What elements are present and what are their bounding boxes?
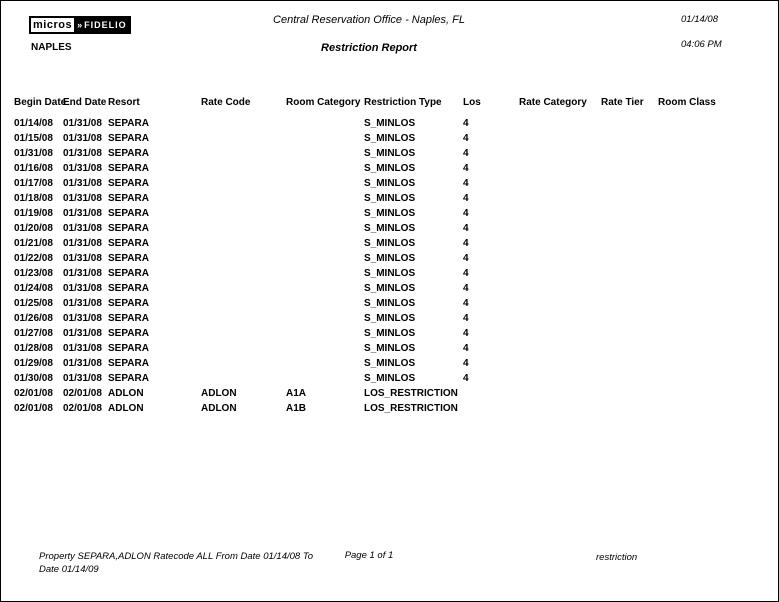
table-cell: 01/31/08: [63, 133, 102, 144]
table-cell: [601, 116, 658, 131]
table-cell: [201, 161, 286, 176]
table-cell: A1A: [286, 388, 307, 399]
table-cell: SEPARA: [108, 133, 149, 144]
table-cell: 01/24/08: [14, 283, 53, 294]
table-cell: 4: [463, 268, 469, 279]
table-cell: 4: [463, 193, 469, 204]
table-cell: [201, 251, 286, 266]
table-cell: [601, 311, 658, 326]
table-cell: 02/01/08: [14, 388, 53, 399]
table-cell: SEPARA: [108, 283, 149, 294]
table-row: [14, 116, 724, 131]
table-cell: [519, 221, 601, 236]
table-body: [14, 116, 724, 416]
table-cell: [519, 131, 601, 146]
table-cell: 01/31/08: [63, 238, 102, 249]
table-cell: 01/31/08: [63, 163, 102, 174]
table-cell: [519, 251, 601, 266]
table-cell: [201, 191, 286, 206]
table-cell: S_MINLOS: [364, 118, 416, 129]
table-cell: S_MINLOS: [364, 193, 416, 204]
table-cell: SEPARA: [108, 208, 149, 219]
column-header-rate-code: Rate Code: [201, 97, 251, 108]
table-cell: 01/31/08: [14, 148, 53, 159]
table-cell: 4: [463, 238, 469, 249]
table-cell: [658, 266, 724, 281]
table-cell: 02/01/08: [63, 403, 102, 414]
print-time: 04:06 PM: [681, 39, 722, 50]
table-cell: [201, 236, 286, 251]
table-cell: [201, 326, 286, 341]
table-cell: 01/29/08: [14, 358, 53, 369]
table-cell: SEPARA: [108, 163, 149, 174]
table-cell: SEPARA: [108, 178, 149, 189]
table-cell: SEPARA: [108, 313, 149, 324]
table-row: [14, 266, 724, 281]
table-cell: 01/23/08: [14, 268, 53, 279]
table-cell: [658, 356, 724, 371]
table-cell: S_MINLOS: [364, 343, 416, 354]
table-cell: 01/31/08: [63, 373, 102, 384]
table-cell: [601, 281, 658, 296]
table-cell: [286, 116, 364, 131]
table-row: [14, 146, 724, 161]
table-cell: 01/17/08: [14, 178, 53, 189]
table-cell: 4: [463, 298, 469, 309]
table-cell: [201, 281, 286, 296]
table-cell: 4: [463, 118, 469, 129]
table-cell: SEPARA: [108, 328, 149, 339]
table-cell: [286, 296, 364, 311]
table-cell: [658, 296, 724, 311]
table-cell: SEPARA: [108, 253, 149, 264]
table-cell: 01/18/08: [14, 193, 53, 204]
table-cell: [519, 341, 601, 356]
table-cell: [519, 236, 601, 251]
table-row: [14, 131, 724, 146]
table-row: [14, 326, 724, 341]
footer-filter-line1: Property SEPARA,ADLON Ratecode ALL From Date 01/14/08 To: [39, 551, 314, 562]
table-cell: [601, 326, 658, 341]
table-cell: [601, 251, 658, 266]
table-cell: [658, 131, 724, 146]
table-cell: [601, 206, 658, 221]
table-row: [14, 356, 724, 371]
table-cell: [519, 176, 601, 191]
table-cell: [601, 401, 658, 416]
table-cell: [601, 131, 658, 146]
table-cell: [286, 326, 364, 341]
print-date: 01/14/08: [681, 14, 718, 25]
table-cell: SEPARA: [108, 268, 149, 279]
column-header-room-class: Room Class: [658, 97, 716, 108]
table-cell: [201, 266, 286, 281]
table-cell: 4: [463, 178, 469, 189]
office-title: Central Reservation Office - Naples, FL: [273, 14, 465, 26]
table-cell: S_MINLOS: [364, 373, 416, 384]
table-cell: 01/15/08: [14, 133, 53, 144]
table-cell: 01/31/08: [63, 298, 102, 309]
column-header-rate-tier: Rate Tier: [601, 97, 644, 108]
table-cell: 01/31/08: [63, 223, 102, 234]
table-cell: 01/14/08: [14, 118, 53, 129]
table-cell: 4: [463, 283, 469, 294]
table-cell: [286, 371, 364, 386]
table-cell: [601, 236, 658, 251]
table-cell: [519, 401, 601, 416]
table-cell: S_MINLOS: [364, 313, 416, 324]
table-cell: [201, 146, 286, 161]
table-cell: S_MINLOS: [364, 208, 416, 219]
table-cell: [201, 116, 286, 131]
table-cell: 01/22/08: [14, 253, 53, 264]
table-cell: [519, 161, 601, 176]
table-cell: 4: [463, 148, 469, 159]
table-cell: 4: [463, 373, 469, 384]
table-cell: 01/27/08: [14, 328, 53, 339]
table-cell: [519, 356, 601, 371]
table-cell: [601, 296, 658, 311]
table-cell: [201, 221, 286, 236]
table-row: [14, 176, 724, 191]
page-number: Page 1 of 1: [344, 550, 394, 561]
column-header-end-date: End Date: [63, 97, 107, 108]
table-cell: [201, 311, 286, 326]
table-row: [14, 251, 724, 266]
table-cell: SEPARA: [108, 148, 149, 159]
table-cell: [201, 356, 286, 371]
table-cell: [519, 371, 601, 386]
chevron-right-icon: »: [77, 19, 84, 30]
report-title: Restriction Report: [321, 42, 417, 54]
table-cell: [658, 176, 724, 191]
table-cell: SEPARA: [108, 343, 149, 354]
table-row: [14, 341, 724, 356]
table-cell: 01/26/08: [14, 313, 53, 324]
table-cell: [286, 191, 364, 206]
table-cell: 4: [463, 133, 469, 144]
table-cell: S_MINLOS: [364, 133, 416, 144]
table-cell: 01/31/08: [63, 193, 102, 204]
column-header-resort: Resort: [108, 97, 140, 108]
column-header-room-category: Room Category: [286, 97, 361, 108]
table-cell: SEPARA: [108, 358, 149, 369]
table-cell: 4: [463, 163, 469, 174]
table-cell: S_MINLOS: [364, 298, 416, 309]
table-cell: [463, 401, 519, 416]
table-cell: S_MINLOS: [364, 178, 416, 189]
table-cell: S_MINLOS: [364, 148, 416, 159]
table-cell: ADLON: [201, 388, 237, 399]
table-cell: [519, 386, 601, 401]
table-row: [14, 161, 724, 176]
table-cell: [658, 311, 724, 326]
table-cell: [201, 176, 286, 191]
table-cell: S_MINLOS: [364, 358, 416, 369]
table-cell: S_MINLOS: [364, 268, 416, 279]
table-cell: [601, 356, 658, 371]
fidelio-label: FIDELIO: [84, 19, 127, 30]
table-cell: 01/28/08: [14, 343, 53, 354]
table-cell: [601, 191, 658, 206]
table-cell: [519, 281, 601, 296]
table-cell: [658, 206, 724, 221]
table-cell: 01/31/08: [63, 268, 102, 279]
table-cell: 4: [463, 343, 469, 354]
table-cell: 01/31/08: [63, 313, 102, 324]
table-cell: 01/31/08: [63, 253, 102, 264]
property-code: NAPLES: [31, 42, 72, 53]
table-cell: 4: [463, 358, 469, 369]
table-cell: [201, 296, 286, 311]
table-cell: [519, 206, 601, 221]
table-cell: [286, 206, 364, 221]
table-cell: ADLON: [108, 388, 144, 399]
column-header-restriction-type: Restriction Type: [364, 97, 442, 108]
table-cell: [201, 206, 286, 221]
table-cell: [286, 131, 364, 146]
table-cell: [519, 146, 601, 161]
table-cell: [658, 191, 724, 206]
table-cell: 01/31/08: [63, 343, 102, 354]
footer-filter-line2: Date 01/14/09: [39, 564, 99, 575]
table-cell: S_MINLOS: [364, 223, 416, 234]
table-cell: [658, 161, 724, 176]
table-cell: 01/16/08: [14, 163, 53, 174]
table-cell: 01/31/08: [63, 208, 102, 219]
table-cell: 01/19/08: [14, 208, 53, 219]
table-cell: SEPARA: [108, 118, 149, 129]
table-row: [14, 281, 724, 296]
table-cell: ADLON: [201, 403, 237, 414]
table-row: [14, 311, 724, 326]
table-row: [14, 296, 724, 311]
table-row: [14, 371, 724, 386]
column-header-rate-category: Rate Category: [519, 97, 587, 108]
table-cell: [658, 341, 724, 356]
table-cell: [286, 356, 364, 371]
table-cell: 01/31/08: [63, 328, 102, 339]
table-cell: 01/25/08: [14, 298, 53, 309]
table-cell: [601, 341, 658, 356]
table-cell: [519, 116, 601, 131]
table-cell: [658, 371, 724, 386]
table-cell: [286, 236, 364, 251]
table-cell: 02/01/08: [63, 388, 102, 399]
table-row: [14, 221, 724, 236]
table-cell: 01/30/08: [14, 373, 53, 384]
table-cell: [286, 176, 364, 191]
table-cell: [601, 176, 658, 191]
table-cell: 01/31/08: [63, 148, 102, 159]
table-cell: 01/31/08: [63, 283, 102, 294]
table-cell: [658, 251, 724, 266]
restriction-table: [14, 97, 724, 416]
table-cell: ADLON: [108, 403, 144, 414]
table-cell: A1B: [286, 403, 307, 414]
table-cell: [658, 386, 724, 401]
table-cell: 4: [463, 328, 469, 339]
table-cell: [601, 161, 658, 176]
table-cell: [201, 341, 286, 356]
table-cell: 4: [463, 223, 469, 234]
table-cell: [519, 326, 601, 341]
table-cell: [658, 236, 724, 251]
column-header-los: Los: [463, 97, 481, 108]
table-cell: [601, 266, 658, 281]
table-cell: [601, 146, 658, 161]
table-cell: SEPARA: [108, 298, 149, 309]
table-cell: [286, 266, 364, 281]
table-cell: S_MINLOS: [364, 163, 416, 174]
table-cell: [286, 281, 364, 296]
table-cell: [601, 221, 658, 236]
table-cell: [519, 191, 601, 206]
table-cell: [658, 401, 724, 416]
table-cell: SEPARA: [108, 373, 149, 384]
table-cell: [519, 266, 601, 281]
table-cell: 01/21/08: [14, 238, 53, 249]
table-cell: [658, 221, 724, 236]
table-cell: S_MINLOS: [364, 328, 416, 339]
table-cell: [658, 116, 724, 131]
table-cell: 4: [463, 313, 469, 324]
table-cell: SEPARA: [108, 193, 149, 204]
micros-logo-text: micros: [29, 16, 76, 34]
table-row: [14, 386, 724, 401]
table-cell: [658, 326, 724, 341]
table-row: [14, 401, 724, 416]
table-cell: [601, 386, 658, 401]
table-cell: 4: [463, 208, 469, 219]
table-cell: 01/31/08: [63, 358, 102, 369]
table-cell: 4: [463, 253, 469, 264]
table-cell: [286, 161, 364, 176]
table-cell: S_MINLOS: [364, 238, 416, 249]
table-cell: [201, 131, 286, 146]
table-cell: SEPARA: [108, 238, 149, 249]
table-cell: 01/20/08: [14, 223, 53, 234]
table-cell: [286, 146, 364, 161]
table-cell: [463, 386, 519, 401]
column-header-begin-date: Begin Date: [14, 97, 67, 108]
table-cell: [601, 371, 658, 386]
table-row: [14, 206, 724, 221]
table-row: [14, 236, 724, 251]
footer-report-name: restriction: [596, 552, 638, 563]
table-cell: LOS_RESTRICTION: [364, 403, 458, 414]
table-cell: [658, 146, 724, 161]
table-cell: SEPARA: [108, 223, 149, 234]
table-cell: S_MINLOS: [364, 253, 416, 264]
table-cell: [201, 371, 286, 386]
table-cell: [286, 251, 364, 266]
table-cell: [519, 311, 601, 326]
table-cell: [519, 296, 601, 311]
table-cell: [286, 341, 364, 356]
table-cell: LOS_RESTRICTION: [364, 388, 458, 399]
table-cell: [286, 221, 364, 236]
table-cell: 02/01/08: [14, 403, 53, 414]
table-cell: [658, 281, 724, 296]
table-cell: [286, 311, 364, 326]
table-cell: 01/31/08: [63, 178, 102, 189]
table-header-row: [14, 97, 724, 116]
table-cell: S_MINLOS: [364, 283, 416, 294]
table-row: [14, 191, 724, 206]
table-cell: 01/31/08: [63, 118, 102, 129]
